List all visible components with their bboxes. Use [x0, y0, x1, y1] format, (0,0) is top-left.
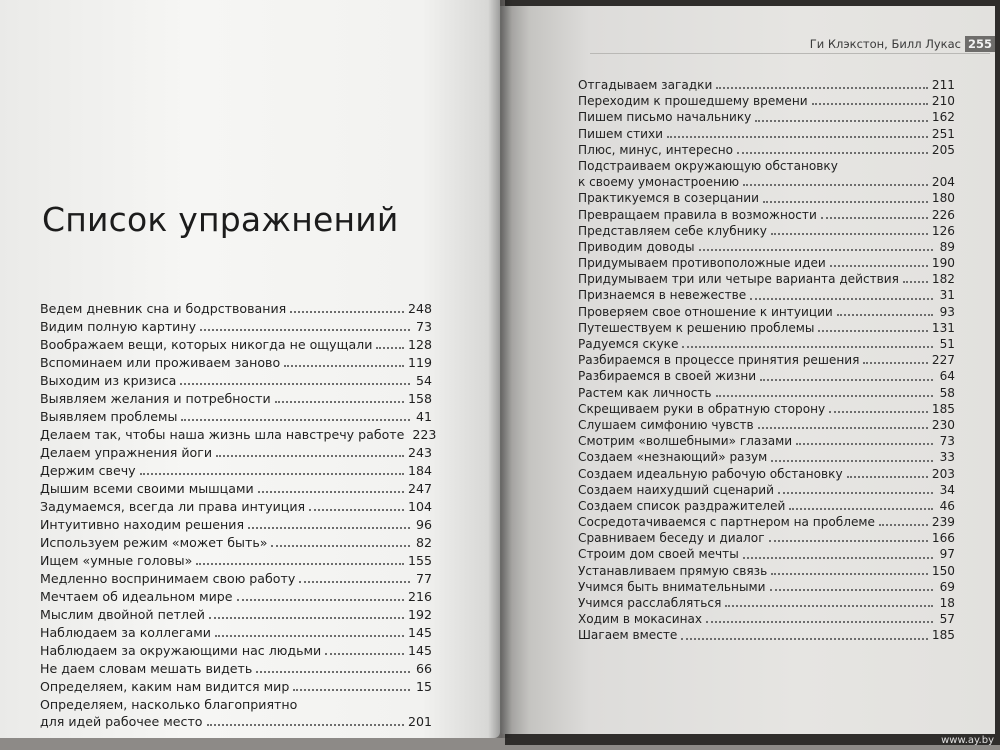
dot-leader: [181, 419, 410, 421]
dot-leader: [789, 508, 933, 510]
dot-leader: [769, 540, 928, 542]
entry-continuation: [578, 174, 955, 190]
dot-leader: [667, 136, 928, 138]
entry-title: Строим дом своей мечты: [578, 547, 739, 562]
entry-page-number: 205: [931, 142, 955, 157]
toc-entry: [578, 449, 955, 465]
left-page: [0, 0, 500, 738]
dot-leader: [743, 184, 928, 186]
dot-leader: [207, 724, 404, 726]
entry-title: Приводим доводы: [578, 239, 695, 254]
toc-entry-row: [40, 300, 432, 317]
entry-title: Создаем идеальную рабочую обстановку: [578, 466, 843, 481]
entry-page-number: 77: [415, 571, 432, 586]
entry-title: Наблюдаем за окружающими нас людьми: [40, 643, 322, 658]
toc-entry-row: [40, 318, 432, 335]
entry-title: Практикуемся в созерцании: [578, 191, 760, 206]
dot-leader: [829, 411, 928, 413]
toc-entry-row: [578, 109, 955, 125]
toc-entry-row: [578, 449, 955, 465]
right-page: [500, 6, 995, 734]
dot-leader: [293, 689, 410, 691]
entry-title: Переходим к прошедшему времени: [578, 94, 808, 109]
dot-leader: [215, 635, 404, 637]
toc-entry: [578, 255, 955, 271]
toc-entry-row: [578, 320, 955, 336]
toc-entry-row: [40, 426, 437, 443]
dot-leader: [284, 365, 404, 367]
toc-entry-row: [578, 142, 955, 158]
toc-entry-row: [578, 466, 955, 482]
entry-title: Делаем так, чтобы наша жизнь шла навстречу работе: [40, 427, 405, 442]
entry-title: Путешествуем к решению проблемы: [578, 320, 815, 335]
toc-entry-row: [578, 514, 955, 530]
dot-leader: [750, 298, 933, 300]
entry-continuation: [40, 713, 432, 730]
toc-entry-row: [578, 336, 955, 352]
entry-page-number: 46: [939, 498, 955, 513]
entry-title: Ищем «умные головы»: [40, 553, 193, 568]
dot-leader: [376, 347, 404, 349]
entry-title: Пишем стихи: [578, 126, 663, 141]
entry-page-number: 41: [415, 409, 432, 424]
toc-entry: [578, 433, 955, 449]
entry-page-number: 204: [931, 175, 955, 190]
entry-title: Растем как личность: [578, 385, 712, 400]
entry-page-number: 69: [939, 579, 955, 594]
entry-page-number: 145: [407, 625, 432, 640]
dot-leader: [216, 455, 404, 457]
toc-entry: [578, 466, 955, 482]
toc-entry: [40, 516, 432, 534]
entry-title: Ходим в мокасинах: [578, 612, 703, 627]
toc-entry-row: [578, 482, 955, 498]
toc-entry: [40, 336, 432, 354]
dot-leader: [140, 473, 404, 475]
toc-entry: [578, 223, 955, 239]
dot-leader: [737, 152, 928, 154]
toc-entry-row: [578, 627, 955, 643]
entry-page-number: 248: [407, 301, 432, 316]
toc-entry: [40, 318, 432, 336]
book-gutter: [488, 0, 512, 738]
entry-page-number: 119: [407, 355, 432, 370]
toc-entry-row: [40, 336, 432, 353]
entry-page-number: 247: [407, 481, 432, 496]
toc-entry-row: [578, 595, 955, 611]
entry-title: Выявляем проблемы: [40, 409, 178, 424]
dot-leader: [248, 527, 410, 529]
toc-entry: [40, 462, 432, 480]
entry-title: Выходим из кризиса: [40, 373, 177, 388]
toc-entry-row: [40, 408, 432, 425]
entry-page-number: 51: [939, 337, 955, 352]
toc-entry-row: [40, 372, 432, 389]
dot-leader: [725, 605, 933, 607]
dot-leader: [299, 581, 410, 583]
toc-entry-row: [578, 385, 955, 401]
entry-page-number: 104: [407, 499, 432, 514]
toc-entry: [578, 336, 955, 352]
entry-title: Превращаем правила в возможности: [578, 207, 817, 222]
entry-page-number: 216: [407, 589, 432, 604]
entry-title: Смотрим «волшебными» глазами: [578, 434, 793, 449]
toc-entry: [40, 300, 432, 318]
entry-title: Определяем, насколько благоприятно: [40, 697, 298, 712]
toc-entry: [578, 352, 955, 368]
toc-entry: [40, 534, 432, 552]
toc-entry: [40, 372, 432, 390]
toc-entry-row: [578, 417, 955, 433]
entry-page-number: 210: [931, 94, 955, 109]
dot-leader: [758, 427, 928, 429]
exercise-list-right: [578, 77, 955, 644]
dot-leader: [796, 443, 933, 445]
entry-page-number: 201: [407, 714, 432, 729]
entry-page-number: 211: [931, 78, 955, 92]
entry-page-number: 230: [931, 417, 955, 432]
entry-title: Медленно воспринимаем свою работу: [40, 571, 296, 586]
entry-page-number: 192: [407, 607, 432, 622]
toc-entry: [578, 417, 955, 433]
toc-entry: [578, 158, 955, 190]
entry-page-number: 158: [407, 391, 432, 406]
header-authors: Ги Клэкстон, Билл Лукас: [809, 37, 961, 51]
entry-page-number: 73: [939, 434, 955, 449]
entry-page-number: 58: [939, 385, 955, 400]
entry-page-number: 89: [939, 239, 955, 254]
toc-entry: [40, 588, 432, 606]
toc-entry-row: [40, 570, 432, 587]
toc-entry-row: [578, 368, 955, 384]
toc-entry: [578, 627, 955, 643]
toc-entry-row: [40, 678, 432, 695]
toc-entry: [578, 287, 955, 303]
toc-entry-row: [578, 223, 955, 239]
entry-title: Устанавливаем прямую связь: [578, 563, 768, 578]
entry-title: Пишем письмо начальнику: [578, 110, 752, 125]
entry-page-number: 64: [939, 369, 955, 384]
dot-leader: [847, 476, 928, 478]
entry-page-number: 155: [407, 553, 432, 568]
dot-leader: [258, 491, 404, 493]
entry-title: Радуемся скуке: [578, 337, 679, 352]
toc-entry: [40, 498, 432, 516]
entry-title: Используем режим «может быть»: [40, 535, 268, 550]
toc-entry: [40, 354, 432, 372]
toc-entry: [578, 126, 955, 142]
toc-entry-row: [40, 462, 432, 479]
entry-title: Дышим всеми своими мышцами: [40, 481, 254, 496]
dot-leader: [681, 638, 928, 640]
toc-entry-row: [578, 579, 955, 595]
dot-leader: [771, 573, 928, 575]
dot-leader: [716, 87, 928, 89]
entry-title: Мыслим двойной петлей: [40, 607, 205, 622]
entry-page-number: 34: [939, 482, 955, 497]
toc-entry-row: [40, 552, 432, 569]
entry-title: Мечтаем об идеальном мире: [40, 589, 233, 604]
toc-entry: [578, 595, 955, 611]
entry-title: Воображаем вещи, которых никогда не ощущали: [40, 337, 373, 352]
toc-entry: [578, 385, 955, 401]
entry-title: Создаем «незнающий» разум: [578, 450, 768, 465]
toc-entry: [578, 142, 955, 158]
entry-title: Придумываем три или четыре варианта действия: [578, 272, 899, 287]
entry-title: Наблюдаем за коллегами: [40, 625, 211, 640]
header-rule: [590, 53, 990, 54]
toc-entry: [40, 642, 432, 660]
toc-entry: [578, 498, 955, 514]
dot-leader: [699, 249, 933, 251]
toc-entry-row: [578, 271, 955, 287]
dot-leader: [903, 281, 928, 283]
entry-title: Подстраиваем окружающую обстановку: [578, 158, 838, 173]
toc-entry-row: [40, 606, 432, 623]
dot-leader: [209, 617, 404, 619]
toc-entry-row: [578, 239, 955, 255]
watermark: www.ay.by: [941, 735, 994, 746]
entry-title-continued: для идей рабочее место: [40, 714, 203, 729]
dot-leader: [180, 383, 410, 385]
toc-entry: [40, 606, 432, 624]
dot-leader: [821, 217, 928, 219]
toc-entry-row: [578, 611, 955, 627]
entry-page-number: 66: [415, 661, 432, 676]
dot-leader: [818, 330, 927, 332]
entry-page-number: 227: [931, 353, 955, 368]
entry-title: Шагаем вместе: [578, 628, 678, 643]
entry-page-number: 243: [407, 445, 432, 460]
entry-page-number: 203: [931, 466, 955, 481]
running-header: [810, 35, 995, 53]
toc-entry: [578, 579, 955, 595]
entry-page-number: 33: [939, 450, 955, 465]
toc-entry-row: [40, 660, 432, 677]
dot-leader: [763, 201, 928, 203]
dot-leader: [200, 329, 410, 331]
entry-title: Учимся расслабляться: [578, 596, 722, 611]
toc-entry-row: [578, 546, 955, 562]
dot-leader: [325, 653, 404, 655]
dot-leader: [770, 589, 933, 591]
toc-entry-row: [578, 352, 955, 368]
entry-page-number: 226: [931, 207, 955, 222]
toc-entry: [578, 514, 955, 530]
entry-page-number: 54: [415, 373, 432, 388]
toc-entry-row: [578, 255, 955, 271]
entry-title: Признаемся в невежестве: [578, 288, 747, 303]
entry-title: Видим полную картину: [40, 319, 197, 334]
entry-page-number: 131: [931, 320, 955, 335]
toc-entry: [578, 239, 955, 255]
toc-entry-row: [578, 77, 955, 93]
toc-entry: [578, 207, 955, 223]
entry-page-number: 166: [931, 531, 955, 546]
toc-entry: [40, 552, 432, 570]
entry-title: Слушаем симфонию чувств: [578, 417, 754, 432]
toc-entry-row: [578, 530, 955, 546]
exercise-list-left: [40, 300, 437, 732]
entry-title: Делаем упражнения йоги: [40, 445, 213, 460]
entry-page-number: 185: [931, 401, 955, 416]
dot-leader: [863, 362, 928, 364]
toc-entry: [40, 624, 432, 642]
toc-entry: [578, 530, 955, 546]
entry-title: Скрещиваем руки в обратную сторону: [578, 401, 826, 416]
toc-entry: [578, 109, 955, 125]
entry-title: Определяем, каким нам видится мир: [40, 679, 290, 694]
page-title: Список упражнений: [42, 200, 399, 239]
toc-entry: [40, 696, 432, 732]
toc-entry-row: [40, 696, 432, 730]
toc-entry: [578, 271, 955, 287]
entry-title: Отгадываем загадки: [578, 78, 713, 92]
toc-entry: [578, 482, 955, 498]
entry-title: Вспоминаем или проживаем заново: [40, 355, 281, 370]
toc-entry: [40, 408, 432, 426]
toc-entry: [578, 401, 955, 417]
entry-title: Плюс, минус, интересно: [578, 142, 734, 157]
entry-page-number: 31: [939, 288, 955, 303]
toc-entry-row: [40, 588, 432, 605]
dot-leader: [271, 545, 410, 547]
toc-entry: [578, 368, 955, 384]
toc-entry-row: [578, 207, 955, 223]
entry-title: Учимся быть внимательными: [578, 579, 766, 594]
dot-leader: [837, 314, 933, 316]
entry-page-number: 126: [931, 223, 955, 238]
entry-page-number: 97: [939, 547, 955, 562]
entry-page-number: 96: [415, 517, 432, 532]
entry-title: Держим свечу: [40, 463, 136, 478]
entry-page-number: 239: [931, 515, 955, 530]
dot-leader: [812, 103, 928, 105]
dot-leader: [771, 460, 933, 462]
entry-page-number: 18: [939, 596, 955, 611]
toc-entry-row: [40, 480, 432, 497]
entry-title: Задумаемся, всегда ли права интуиция: [40, 499, 306, 514]
toc-entry: [40, 570, 432, 588]
toc-entry-row: [578, 304, 955, 320]
dot-leader: [760, 379, 933, 381]
toc-entry-row: [40, 534, 432, 551]
toc-entry-row: [578, 158, 955, 190]
header-page-number: 255: [965, 36, 995, 52]
dot-leader: [771, 233, 928, 235]
dot-leader: [743, 557, 933, 559]
toc-entry-row: [578, 287, 955, 303]
dot-leader: [275, 401, 404, 403]
toc-entry-row: [578, 433, 955, 449]
toc-entry: [40, 660, 432, 678]
dot-leader: [290, 311, 404, 313]
dot-leader: [256, 671, 410, 673]
toc-entry-row: [40, 498, 432, 515]
toc-entry-row: [578, 93, 955, 109]
entry-title: Разбираемся в своей жизни: [578, 369, 757, 384]
entry-page-number: 150: [931, 563, 955, 578]
toc-entry: [40, 480, 432, 498]
entry-page-number: 73: [415, 319, 432, 334]
entry-title: Создаем список раздражителей: [578, 498, 786, 513]
toc-entry-row: [578, 563, 955, 579]
entry-page-number: 190: [931, 256, 955, 271]
toc-entry-row: [40, 444, 432, 461]
toc-entry-row: [40, 516, 432, 533]
entry-page-number: 93: [939, 304, 955, 319]
entry-title: Сравниваем беседу и диалог: [578, 531, 765, 546]
dot-leader: [237, 599, 404, 601]
dot-leader: [755, 120, 928, 122]
dot-leader: [830, 265, 928, 267]
entry-page-number: 223: [412, 427, 437, 442]
entry-title: Ведем дневник сна и бодрствования: [40, 301, 287, 316]
toc-entry-row: [578, 190, 955, 206]
entry-title: Выявляем желания и потребности: [40, 391, 271, 406]
toc-entry-row: [40, 354, 432, 371]
entry-page-number: 15: [415, 679, 432, 694]
dot-leader: [196, 563, 404, 565]
toc-entry: [578, 611, 955, 627]
entry-title: Разбираемся в процессе принятия решения: [578, 353, 860, 368]
entry-page-number: 185: [931, 628, 955, 643]
toc-entry: [578, 190, 955, 206]
toc-entry-row: [40, 390, 432, 407]
dot-leader: [778, 492, 933, 494]
entry-page-number: 145: [407, 643, 432, 658]
toc-entry: [578, 320, 955, 336]
toc-entry-row: [578, 401, 955, 417]
toc-entry-row: [578, 126, 955, 142]
toc-entry: [40, 390, 432, 408]
entry-title: Представляем себе клубнику: [578, 223, 767, 238]
entry-page-number: 162: [931, 110, 955, 125]
dot-leader: [706, 621, 933, 623]
toc-entry-row: [40, 624, 432, 641]
dot-leader: [716, 395, 933, 397]
entry-page-number: 180: [931, 191, 955, 206]
entry-title: Придумываем противоположные идеи: [578, 256, 826, 271]
toc-entry: [40, 678, 432, 696]
entry-title: Интуитивно находим решения: [40, 517, 245, 532]
entry-page-number: 82: [415, 535, 432, 550]
entry-title: Не даем словам мешать видеть: [40, 661, 253, 676]
entry-title-continued: к своему умонастроению: [578, 175, 740, 190]
entry-page-number: 128: [407, 337, 432, 352]
entry-page-number: 182: [931, 272, 955, 287]
dot-leader: [682, 346, 933, 348]
toc-entry: [40, 426, 437, 444]
entry-page-number: 251: [931, 126, 955, 141]
toc-entry: [578, 546, 955, 562]
entry-title: Сосредотачиваемся с партнером на проблеме: [578, 515, 875, 530]
dot-leader: [309, 509, 404, 511]
toc-entry: [578, 304, 955, 320]
entry-page-number: 184: [407, 463, 432, 478]
entry-page-number: 57: [939, 612, 955, 627]
toc-entry: [578, 77, 955, 93]
toc-entry: [578, 563, 955, 579]
toc-entry: [40, 444, 432, 462]
toc-entry-row: [40, 642, 432, 659]
toc-entry-row: [578, 498, 955, 514]
toc-entry: [578, 93, 955, 109]
dot-leader: [879, 524, 928, 526]
entry-title: Проверяем свое отношение к интуиции: [578, 304, 833, 319]
entry-title: Создаем наихудший сценарий: [578, 482, 774, 497]
